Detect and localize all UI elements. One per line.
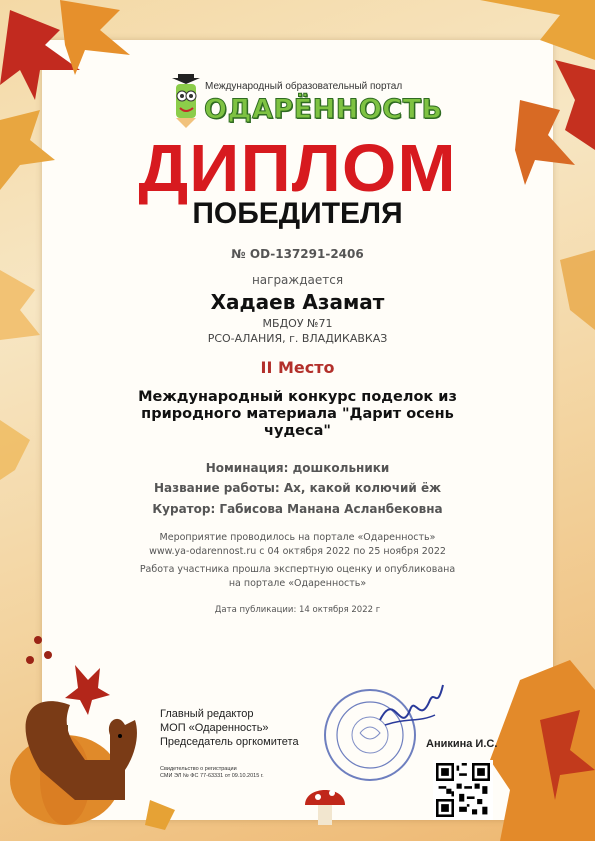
maple-leaf-icon xyxy=(480,0,595,60)
signatory-roles xyxy=(160,707,330,749)
maple-leaf-icon xyxy=(65,665,110,715)
role-line: МОП «Одаренность» xyxy=(160,722,269,734)
event-line-2: www.ya-odarennost.ru с 04 октября 2022 по 25 ноября 2022 xyxy=(149,546,446,557)
review-line-1: Работа участника прошла экспертную оценку и опубликована xyxy=(139,564,456,575)
leaf-icon xyxy=(145,800,175,830)
event-line-1: Мероприятие проводилось на портале «Одаренность» xyxy=(159,532,436,543)
location: РСО-АЛАНИЯ, г. ВЛАДИКАВКАЗ xyxy=(207,332,388,345)
qr-code-icon xyxy=(433,760,493,820)
role-line: Главный редактор xyxy=(160,708,254,720)
registration-line: Свидетельство о регистрации xyxy=(160,766,237,772)
role-line: Председатель оргкомитета xyxy=(160,736,299,748)
portal-subtitle: Международный образовательный портал xyxy=(205,81,403,92)
publication-date: Дата публикации: 14 октября 2022 г xyxy=(214,605,381,615)
place: II Место xyxy=(260,358,335,377)
nomination: Номинация: дошкольники xyxy=(205,461,390,475)
diploma-subtitle: ПОБЕДИТЕЛЯ xyxy=(192,197,403,230)
diploma-number: № OD-137291-2406 xyxy=(231,247,364,261)
organization: МБДОУ №71 xyxy=(262,317,333,330)
mushroom-icon xyxy=(305,790,345,805)
registration-info xyxy=(160,766,330,780)
review-line-2: на портале «Одаренность» xyxy=(228,578,367,589)
registration-line: СМИ ЭЛ № ФС 77-63331 от 09.10.2015 г. xyxy=(160,773,264,779)
awarded-label: награждается xyxy=(251,273,344,287)
maple-leaf-icon xyxy=(490,660,595,841)
signature-scribble-icon xyxy=(375,680,445,740)
work-title: Название работы: Ах, какой колючий ёж xyxy=(153,481,442,495)
diploma-title: ДИПЛОМ xyxy=(138,130,457,206)
portal-name: ОДАРЁННОСТЬ xyxy=(204,94,443,125)
contest-name: Международный конкурс поделок из природного материала "Дарит осень чудеса" xyxy=(138,389,457,439)
curator: Куратор: Габисова Манана Асланбековна xyxy=(152,502,443,516)
portal-logo-icon xyxy=(166,70,206,130)
winner-name: Хадаев Азамат xyxy=(210,290,385,314)
signer-name: Аникина И.С. xyxy=(426,738,498,750)
berry-icon xyxy=(34,636,42,644)
